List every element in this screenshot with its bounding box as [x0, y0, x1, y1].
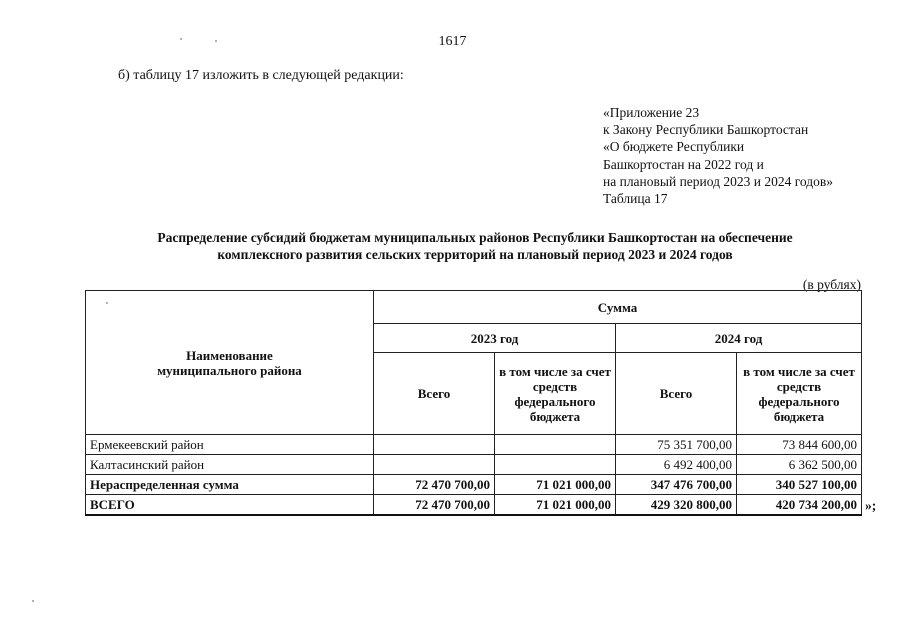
header-year-2023: 2023 год — [374, 324, 616, 353]
header-sum: Сумма — [374, 291, 862, 324]
scan-speck — [32, 600, 34, 602]
scan-speck — [180, 38, 182, 40]
cell-federal-2024: 73 844 600,00 — [737, 435, 862, 455]
appendix-line: Башкортостан на 2022 год и — [603, 156, 764, 172]
units-note: (в рублях) — [802, 277, 861, 292]
appendix-line: к Закону Республики Башкортостан — [603, 122, 809, 138]
appendix-line: Таблица 17 — [603, 191, 668, 207]
document-title — [90, 229, 860, 263]
cell-federal-2023: 71 021 000,00 — [495, 495, 616, 516]
cell-total-2023: 72 470 700,00 — [374, 495, 495, 516]
row-name: Нераспределенная сумма — [86, 475, 374, 495]
subsidy-table — [85, 290, 862, 516]
header-total-2023: Всего — [374, 353, 495, 435]
table-row — [86, 475, 862, 495]
title-line: комплексного развития сельских территорий на плановый период 2023 и 2024 годов — [217, 247, 733, 262]
header-year-2024: 2024 год — [616, 324, 862, 353]
row-name: Ермекеевский район — [86, 435, 374, 455]
title-line: Распределение субсидий бюджетам муниципальных районов Республики Башкортостан на обеспечение — [157, 230, 793, 245]
cell-total-2024: 75 351 700,00 — [616, 435, 737, 455]
table-row — [86, 455, 862, 475]
appendix-block — [603, 104, 833, 207]
cell-federal-2023: 71 021 000,00 — [495, 475, 616, 495]
cell-total-2023 — [374, 435, 495, 455]
cell-total-2023: 72 470 700,00 — [374, 475, 495, 495]
cell-federal-2023 — [495, 455, 616, 475]
header-federal-2024: в том числе за счет средств федерального бюджета — [737, 353, 862, 435]
appendix-line: «Приложение 23 — [603, 105, 700, 120]
table-row — [86, 435, 862, 455]
row-name: ВСЕГО — [86, 495, 374, 516]
appendix-line: на плановый период 2023 и 2024 годов» — [603, 173, 834, 189]
header-federal-2023: в том числе за счет средств федерального бюджета — [495, 353, 616, 435]
cell-total-2024: 347 476 700,00 — [616, 475, 737, 495]
scan-speck — [215, 40, 217, 42]
intro-text: б) таблицу 17 изложить в следующей редакции: — [118, 68, 404, 83]
cell-total-2024: 429 320 800,00 — [616, 495, 737, 516]
cell-total-2023 — [374, 455, 495, 475]
cell-total-2024: 6 492 400,00 — [616, 455, 737, 475]
page-number: 1617 — [438, 34, 467, 49]
row-name: Калтасинский район — [86, 455, 374, 475]
header-municipal-district: Наименование муниципального района — [86, 291, 374, 435]
cell-federal-2024: 340 527 100,00 — [737, 475, 862, 495]
cell-federal-2024: 6 362 500,00 — [737, 455, 862, 475]
cell-federal-2024: 420 734 200,00 — [737, 495, 862, 516]
closing-quote: »; — [865, 498, 877, 513]
table-row-total — [86, 495, 862, 516]
cell-federal-2023 — [495, 435, 616, 455]
scan-speck — [106, 302, 108, 304]
appendix-line: «О бюджете Республики — [603, 139, 745, 155]
header-total-2024: Всего — [616, 353, 737, 435]
